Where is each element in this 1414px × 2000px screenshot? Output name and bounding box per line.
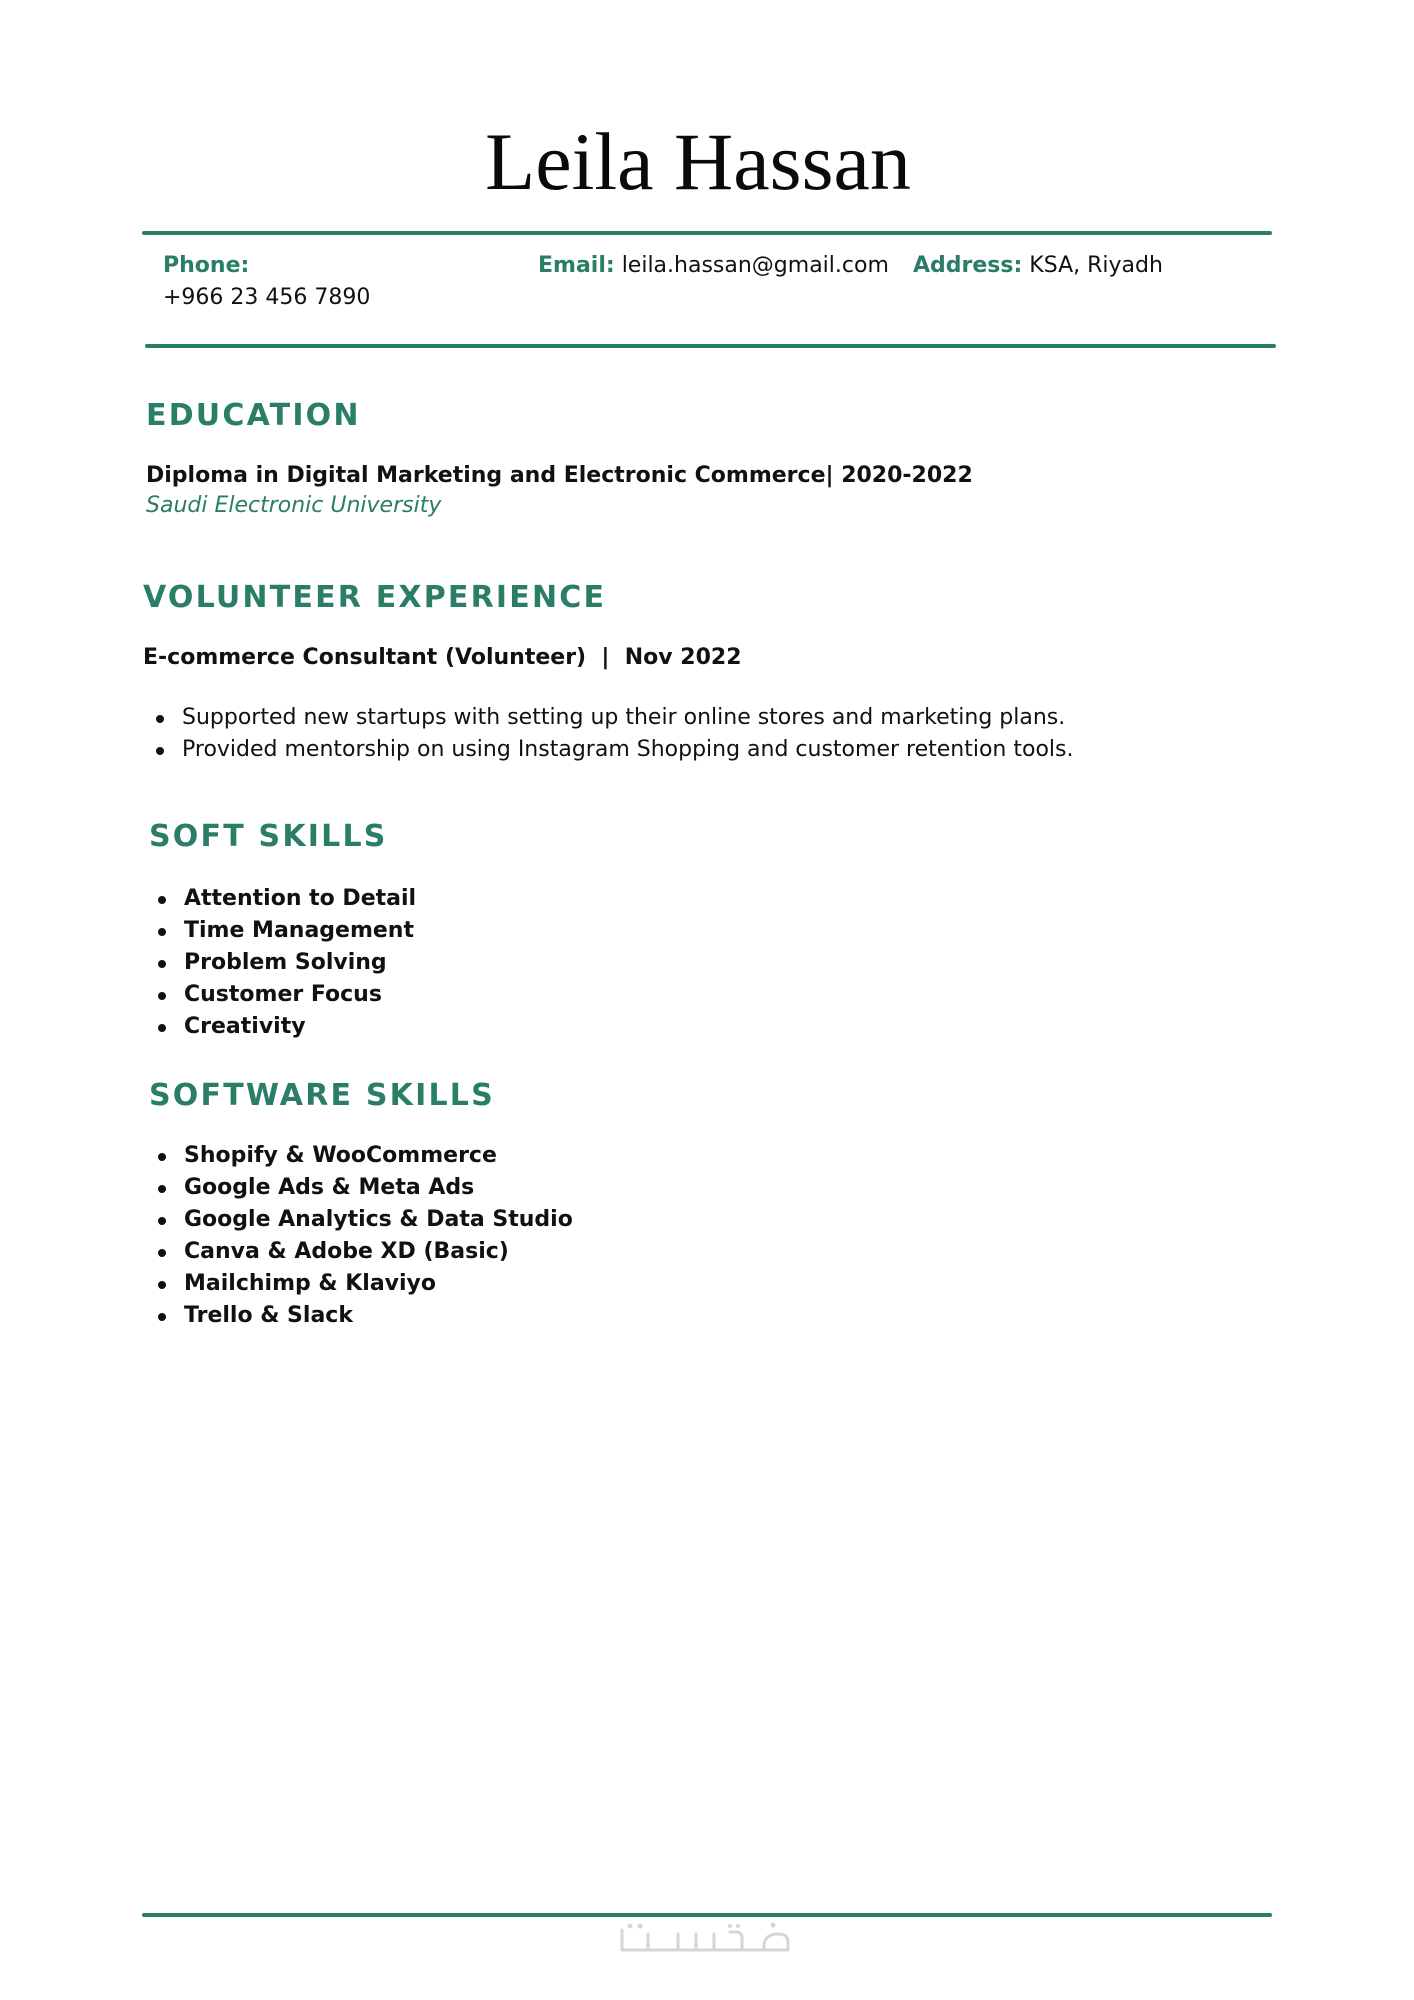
address-value: KSA, Riyadh (1029, 253, 1163, 278)
education-heading: EDUCATION (146, 398, 361, 433)
contact-address (913, 250, 1163, 282)
bullet-icon (158, 992, 166, 1000)
list-item: Google Ads & Meta Ads (145, 1172, 573, 1204)
bullet-icon (158, 928, 166, 936)
education-degree: Diploma in Digital Marketing and Electronic Commerce| 2020-2022 (146, 463, 973, 488)
list-item: Time Management (145, 915, 416, 947)
bullet-icon (158, 1153, 166, 1161)
list-item: Customer Focus (145, 979, 416, 1011)
software-skills-heading: SOFTWARE SKILLS (149, 1078, 495, 1113)
list-item: Trello & Slack (145, 1300, 573, 1332)
bullet-icon (156, 747, 164, 755)
footer-divider (142, 1913, 1272, 1917)
list-item: Supported new startups with setting up their online stores and marketing plans. (143, 702, 1073, 734)
list-item: Attention to Detail (145, 883, 416, 915)
list-item: Mailchimp & Klaviyo (145, 1268, 573, 1300)
address-label: Address: (913, 253, 1023, 278)
header-divider-bottom (145, 344, 1276, 348)
bullet-icon (158, 896, 166, 904)
khamsat-logo-icon (618, 1920, 798, 1960)
bullet-icon (158, 1281, 166, 1289)
list-item: Provided mentorship on using Instagram Shopping and customer retention tools. (143, 734, 1073, 766)
candidate-name: Leila Hassan (485, 116, 911, 207)
phone-value: +966 23 456 7890 (163, 285, 371, 310)
list-item: Problem Solving (145, 947, 416, 979)
khamsat-logo-graphic (618, 1920, 798, 1960)
bullet-icon (158, 1217, 166, 1225)
list-item: Canva & Adobe XD (Basic) (145, 1236, 573, 1268)
email-label: Email: (538, 253, 615, 278)
bullet-icon (158, 1249, 166, 1257)
email-value[interactable]: leila.hassan@gmail.com (621, 253, 889, 278)
contact-phone (163, 250, 370, 314)
bullet-icon (158, 1024, 166, 1032)
volunteer-bullets (143, 702, 1073, 766)
soft-skills-list (145, 883, 416, 1043)
bullet-icon (156, 715, 164, 723)
volunteer-heading: VOLUNTEER EXPERIENCE (143, 580, 607, 615)
volunteer-role: E-commerce Consultant (Volunteer) | Nov 2022 (143, 645, 742, 670)
list-item: Google Analytics & Data Studio (145, 1204, 573, 1236)
software-skills-list (145, 1140, 573, 1332)
bullet-icon (158, 1313, 166, 1321)
phone-label: Phone: (163, 253, 250, 278)
bullet-icon (158, 1185, 166, 1193)
education-school: Saudi Electronic University (146, 493, 442, 518)
list-item: Shopify & WooCommerce (145, 1140, 573, 1172)
contact-email (538, 250, 889, 282)
list-item: Creativity (145, 1011, 416, 1043)
soft-skills-heading: SOFT SKILLS (149, 819, 388, 854)
header-divider-top (142, 231, 1272, 235)
bullet-icon (158, 960, 166, 968)
